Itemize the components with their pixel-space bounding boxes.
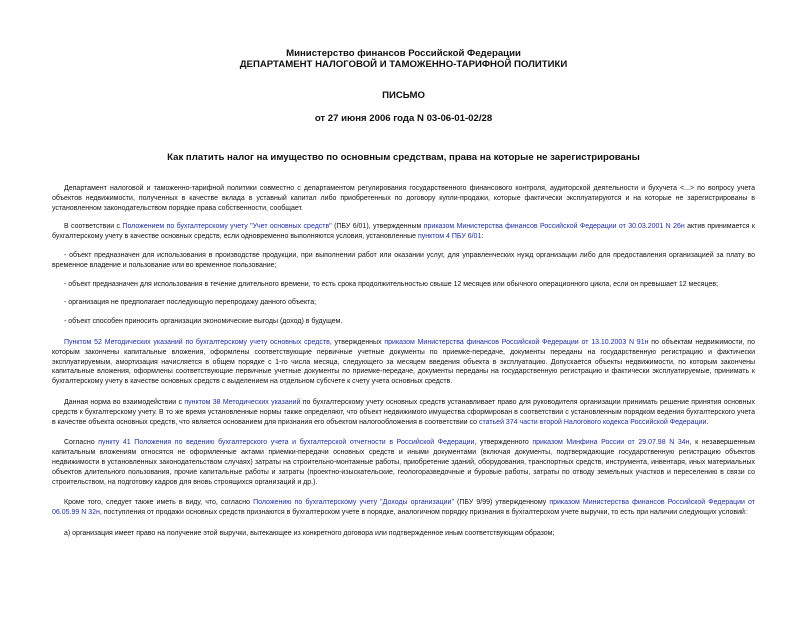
text: , утвержденного bbox=[474, 439, 533, 447]
paragraph-point-52 bbox=[52, 338, 755, 387]
paragraph-point-41 bbox=[52, 438, 755, 487]
link-pbu-6-01[interactable]: Положением по бухгалтерскому учету "Учет основных средств" bbox=[122, 223, 332, 231]
list-item-condition-1: - объект предназначен для использования в производстве продукции, при выполнении работ или оказании услуг, для управленческих нужд организации либо для предоставления организацией за плату во временное владение и пользование или во временное пользование; bbox=[52, 251, 755, 269]
link-pbu-9-99[interactable]: Положению по бухгалтерскому учету "Доходы организации" bbox=[253, 499, 454, 507]
paragraph-pbu-9-99 bbox=[52, 498, 755, 518]
link-point-52[interactable]: Пунктом 52 Методических указаний по бухгалтерскому учету основных средств bbox=[64, 338, 330, 346]
text: (ПБУ 6/01), утвержденным bbox=[331, 223, 424, 231]
text: по бухгалтерскому учету основных средств устанавливает право для руководителя организации принимать решение принятия основных средств к бухгалтерскому учету. В то же время установленные нормы также определяют, что объект недвижимого имущества сформирован в соответствии с установленным порядком ведения бухгалтерского учета в качестве объекта основных средств, что является основанием для признания его объектом налогообложения в соответствии со bbox=[52, 398, 756, 426]
link-pbu-point-4[interactable]: пунктом 4 ПБУ 6/01 bbox=[417, 233, 482, 241]
text: актив принимается к бухгалтерскому учету в качестве основных средств, если одновременно выполняются условия, установленные bbox=[52, 223, 755, 241]
link-article-374[interactable]: статьей 374 части второй Налогового кодекса Российской Федерации bbox=[478, 418, 707, 426]
text: В соответствии с bbox=[64, 223, 123, 231]
link-order-91n[interactable]: приказом Министерства финансов Российской Федерации от 13.10.2003 N 91н bbox=[384, 338, 649, 346]
link-point-38[interactable]: пунктом 38 Методических указаний bbox=[184, 398, 301, 406]
list-item-revenue-a: а) организация имеет право на получение этой выручки, вытекающее из конкретного договора или подтвержденное иным соответствующим образом; bbox=[64, 529, 555, 537]
document-date-number: от 27 июня 2006 года N 03-06-01-02/28 bbox=[314, 113, 493, 124]
text: : bbox=[481, 233, 484, 241]
link-order-34n[interactable]: приказом Минфина России от 29.07.98 N 34н bbox=[532, 439, 690, 447]
department-name: ДЕПАРТАМЕНТ НАЛОГОВОЙ И ТАМОЖЕННО-ТАРИФНОЙ ПОЛИТИКИ bbox=[239, 59, 568, 70]
document-type: ПИСЬМО bbox=[382, 90, 425, 101]
text: , утвержденных bbox=[329, 338, 385, 346]
paragraph-conditions bbox=[52, 222, 755, 242]
ministry-name: Министерство финансов Российской Федерации bbox=[286, 48, 521, 59]
list-item-condition-4: - объект способен приносить организации экономические выгоды (доход) в будущем. bbox=[64, 318, 343, 326]
text: . bbox=[706, 418, 709, 426]
text: Данная норма во взаимодействии с bbox=[64, 398, 185, 406]
link-point-41[interactable]: пункту 41 Положения по ведению бухгалтерского учета и бухгалтерской отчетности в Российской Федерации bbox=[98, 439, 475, 447]
list-item-condition-2: - объект предназначен для использования в течение длительного времени, то есть срока продолжительностью свыше 12 месяцев или обычного операционного цикла, если он превышает 12 месяцев; bbox=[64, 280, 719, 288]
text: Кроме того, следует также иметь в виду, что, согласно bbox=[64, 499, 254, 507]
link-order-32n[interactable]: приказом Министерства финансов Российской Федерации от 06.05.99 N 32н bbox=[52, 499, 755, 517]
document-title: Как платить налог на имущество по основным средствам, права на которые не зарегистрированы bbox=[167, 152, 640, 163]
document-page bbox=[0, 48, 807, 619]
text: (ПБУ 9/99) утвержденному bbox=[453, 499, 550, 507]
list-item-condition-3: - организация не предполагает последующую перепродажу данного объекта; bbox=[64, 299, 317, 307]
link-order-26n[interactable]: приказом Министерства финансов Российской Федерации от 30.03.2001 N 26н bbox=[423, 223, 685, 231]
paragraph-point-38 bbox=[52, 398, 755, 427]
paragraph-intro: Департамент налоговой и таможенно-тарифной политики совместно с департаментом регулирования государственного финансового контроля, аудиторской деятельности и бухучета <...> по вопросу учета объектов недвижимости, полученных в качестве вклада в уставный капитал либо приобретенных по договору купли-продажи, которые фактически эксплуатируются и на которые не зарегистрированы в установленном законодательством порядке права собственности, сообщает. bbox=[52, 185, 755, 212]
text: , поступления от продажи основных средств признаются в бухгалтерском учете в порядке, аналогичном порядку признания в бухгалтерском учете выручки, то есть при наличии следующих условий: bbox=[99, 509, 747, 517]
text: , к незавершенным капитальным вложениям относятся не оформленные актами приемки-передачи основных средств и иными документами (включая документы, подтверждающие государственную регистрацию объектов недвижимости в установленных законодательством случаях) затраты на строительно-монтажные работы, приобретение зданий, оборудования, транспортных средств, инструмента, инвентаря, иных материальных объектов длительного пользования, прочие капитальные работы и затраты (проектно-изыскательские, геологоразведочные и буровые работы, затраты по отводу земельных участков и переселению в связи со строительством, на подготовку кадров для вновь строящихся организаций и др.). bbox=[52, 439, 755, 486]
text: Согласно bbox=[64, 439, 99, 447]
text: по объектам недвижимости, по которым закончены капитальные вложения, оформлены соответствующие первичные учетные документы по приемке-передаче, документы переданы на государственную регистрацию и фактически эксплуатируемым, амортизация начисляется в общем порядке с 1-го числа месяца, следующего за месяцем введения объекта в эксплуатацию. Допускается объекты недвижимости, по которым закончены капитальные вложения, оформлены соответствующие первичные учетные документы по приемке-передаче, документы переданы на государственную регистрацию и фактически эксплуатируемые, принимать к бухгалтерскому учету в качестве основных средств с выделением на отдельном субсчете к счету учета основных средств. bbox=[52, 338, 755, 386]
